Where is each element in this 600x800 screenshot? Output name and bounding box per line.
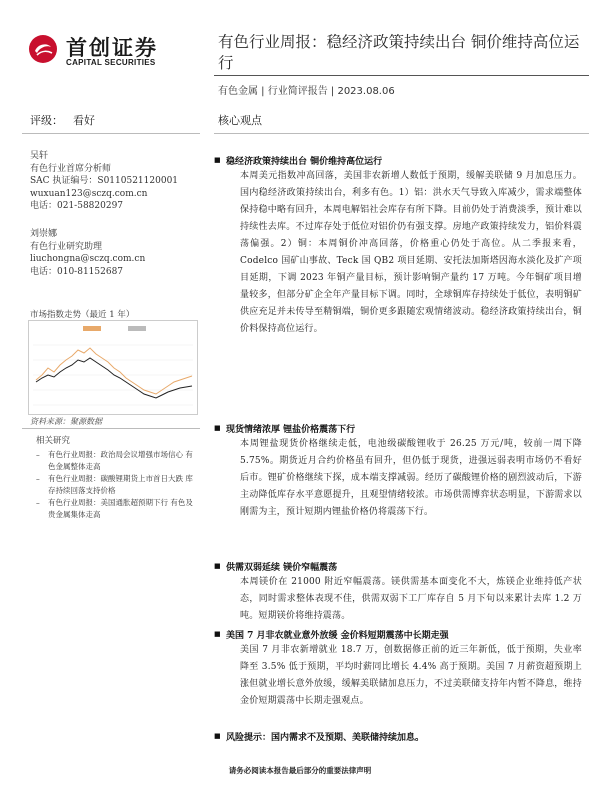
- rating: [30, 112, 105, 128]
- legal-footer: 请务必阅读本报告最后部分的重要法律声明: [228, 766, 372, 775]
- report-subtitle: 有色金属 | 行业简评报告 | 2023.08.06: [218, 86, 395, 97]
- market-index-chart: [28, 320, 198, 415]
- analyst-block-2: [30, 228, 145, 278]
- analyst-title: 有色行业首席分析师: [30, 163, 112, 174]
- analyst-block-1: [30, 150, 178, 213]
- analyst-title: 有色行业研究助理: [30, 241, 103, 252]
- section-body-copper-aluminum: 本周美元指数冲高回落，美国非农新增人数低于预期，缓解美联储 9 月加息压力。国内稳经济政策持续出台，利多有色。1）铝：洪水天气导致入库减少，需求端整体保持稳中略有回升，本周电解铝社会库存有所下降。目前仍处于消费淡季，预计难以持续性去库。不过库存处于低位对铝价仍有强支撑。房地产政策持续发力，铝价料震荡偏强。2）铜：本周铜价冲高回落，价格重心仍处于高位。从二季报来看，Codelco 国矿山事故、Teck 国 QB2 项目延期、安托法加斯塔因海水淡化及扩产项目延期，下调 2023 年铜产量目标，预计影响铜产量约 17 万吨。今年铜矿项目增量较多，但部分矿企全年产量目标下调。同时，全球铜库存持续处于低位，表明铜矿供应充足并未传导至精铜端，铜价更多跟随宏观情绪波动。稳经济政策持续出台，铜价料保持高位运行。: [240, 171, 582, 334]
- section-heading-copper-aluminum: ■ 稳经济政策持续出台 铜价维持高位运行: [226, 154, 382, 167]
- logo-chinese-text: 首创证券: [66, 36, 158, 60]
- section-heading-gold: ■ 美国 7 月非农就业意外放缓 金价料短期震荡中长期走强: [226, 628, 449, 641]
- company-logo: [28, 30, 203, 72]
- section-body-gold: 美国 7 月非农新增就业 18.7 万，创数据修正前的近三年新低，低于预期，失业率降至 3.5% 低于预期，平均时薪同比增长 4.4% 高于预期。美国 7 月薪资超预期上涨但就业增长意外放缓，缓解美联储加息压力，不过美联储支持年内暂不降息，维持金价短期震荡中长期走强观点。: [240, 645, 582, 706]
- related-research-item[interactable]: – 有色行业周报：碳酸锂期货上市首日大跌 库存持续回落支持价格: [32, 473, 200, 496]
- report-title: 有色行业周报：稳经济政策持续出台 铜价维持高位运行: [218, 33, 580, 72]
- analyst-email[interactable]: liuchongna@sczq.com.cn: [30, 254, 146, 264]
- chart-title: 市场指数走势（最近 1 年）: [30, 310, 135, 320]
- chart-source: 资料来源：聚源数据: [30, 417, 102, 426]
- analyst-name: 刘崇娜: [30, 229, 58, 239]
- related-research-title: 相关研究: [36, 436, 71, 446]
- analyst-email[interactable]: wuxuan123@sczq.com.cn: [30, 188, 148, 199]
- analyst-phone: 电话：021-58820297: [30, 201, 124, 211]
- analyst-sac: SAC 执证编号：S0110521120001: [30, 176, 179, 186]
- rating-value: 看好: [73, 114, 95, 127]
- left-divider-2: [22, 428, 200, 429]
- legend-swatch-2: [128, 326, 146, 331]
- legend-swatch-1: [83, 326, 101, 331]
- right-divider: [214, 133, 589, 134]
- logo-mark-icon: [28, 34, 58, 64]
- risk-warning: ■ 风险提示：国内需求不及预期、美联储持续加息。: [226, 730, 424, 743]
- rating-label: 评级：: [30, 114, 63, 127]
- related-research-list: [32, 449, 200, 521]
- analyst-name: 吴轩: [30, 151, 49, 161]
- related-research-item[interactable]: – 有色行业周报：政治局会议增强市场信心 有色金属整体走高: [32, 449, 200, 472]
- left-divider: [22, 133, 200, 134]
- section-heading-magnesium: ■ 供需双弱延续 镁价窄幅震荡: [226, 560, 337, 573]
- section-body-magnesium: 本周镁价在 21000 附近窄幅震荡。镁供需基本面变化不大，炼镁企业维持低产状态，同时需求整体表现不佳，供需双弱下工厂库存自 5 月下旬以来累计去库 1.2 万吨。短期镁价将维持震荡。: [240, 577, 582, 621]
- logo-english-text: CAPITAL SECURITIES: [66, 58, 156, 67]
- section-heading-lithium: ■ 现货情绪浓厚 锂盐价格震荡下行: [226, 422, 355, 435]
- section-body-lithium: 本周锂盐现货价格继续走低，电池级碳酸锂收于 26.25 万元/吨，较前一周下降 5.75%。期货近月合约价格虽有回升，但仍低于现货，进强远弱表明市场仍不看好后市。锂矿价格继续下探，成本端支撑减弱。经历了碳酸锂价格的剧烈波动后，下游主动降低库存水平意愿提升，且观望情绪较浓。市场供需博弈状态明显，下游需求以刚需为主，预计短期内锂盐价格仍将震荡下行。: [240, 439, 582, 517]
- related-research-item[interactable]: – 有色行业周报：美国通胀超预期下行 有色及贵金属集体走高: [32, 497, 200, 520]
- analyst-phone: 电话：010-81152687: [30, 266, 124, 277]
- core-views-title: 核心观点: [218, 114, 262, 127]
- header-divider: [214, 75, 589, 76]
